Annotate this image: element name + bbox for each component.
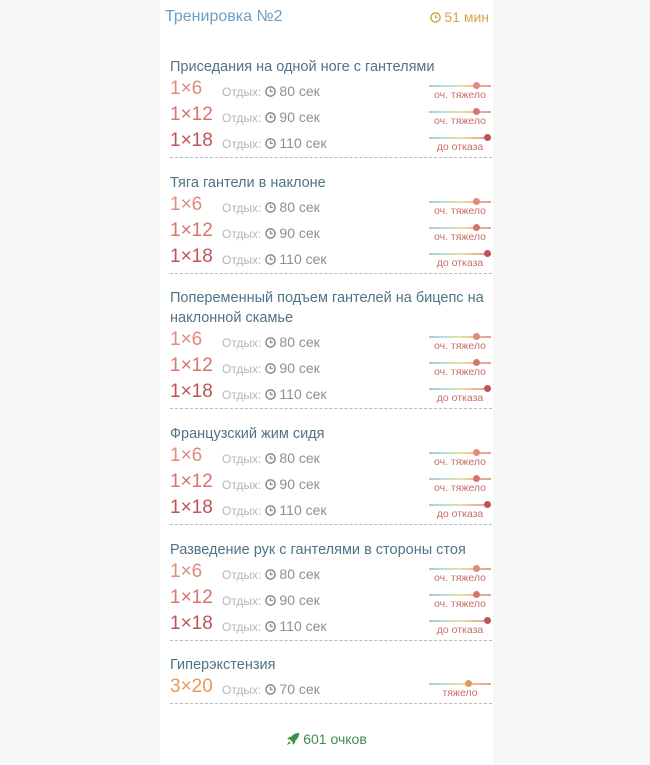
effort-bar [429, 253, 491, 255]
set-reps: 1×12 [170, 220, 213, 241]
clock-icon [265, 86, 276, 97]
rest-value: 110 сек [279, 386, 327, 402]
workout-duration-value: 51 мин [444, 9, 489, 25]
set-row [170, 560, 490, 586]
workout-header [160, 8, 493, 32]
effort-indicator [429, 680, 491, 700]
rest-info [222, 566, 320, 582]
effort-dot [473, 108, 480, 115]
effort-indicator [429, 501, 491, 521]
rest-label: Отдых: [222, 201, 262, 215]
rest-label: Отдых: [222, 594, 262, 608]
exercise-divider [170, 640, 492, 641]
exercise-block[interactable] [170, 57, 490, 158]
effort-label: оч. тяжело [433, 598, 486, 610]
effort-indicator [429, 82, 491, 102]
clock-icon [265, 202, 276, 213]
effort-indicator [429, 198, 491, 218]
rest-value: 90 сек [279, 592, 320, 608]
effort-label: до отказа [436, 624, 484, 636]
exercise-divider [170, 524, 492, 525]
rest-value: 90 сек [279, 109, 320, 125]
effort-indicator [429, 449, 491, 469]
exercise-name[interactable]: Французский жим сидя [170, 426, 325, 442]
exercise-name[interactable]: Разведение рук с гантелями в стороны стоя [170, 542, 466, 558]
exercise-divider [170, 408, 492, 409]
set-reps: 1×18 [170, 613, 213, 634]
effort-indicator [429, 134, 491, 154]
clock-icon [265, 228, 276, 239]
effort-bar [429, 504, 491, 506]
set-row [170, 675, 490, 701]
effort-label: до отказа [436, 141, 484, 153]
effort-indicator [429, 591, 491, 611]
effort-dot [465, 680, 472, 687]
clock-icon [265, 621, 276, 632]
effort-label: оч. тяжело [433, 231, 486, 243]
set-row [170, 586, 490, 612]
set-row [170, 103, 490, 129]
rest-info [222, 225, 320, 241]
rest-label: Отдых: [222, 620, 262, 634]
set-row [170, 612, 490, 638]
rest-info [222, 251, 327, 267]
effort-bar [429, 388, 491, 390]
rest-label: Отдых: [222, 452, 262, 466]
set-reps: 1×12 [170, 355, 213, 376]
clock-icon [265, 337, 276, 348]
rest-value: 70 сек [279, 681, 320, 697]
rest-info [222, 618, 327, 634]
rest-value: 110 сек [279, 135, 327, 151]
set-reps: 1×12 [170, 471, 213, 492]
effort-bar [429, 568, 491, 570]
effort-dot [473, 475, 480, 482]
exercise-block[interactable] [170, 173, 490, 274]
rest-info [222, 450, 320, 466]
clock-icon [265, 569, 276, 580]
effort-dot [484, 250, 491, 257]
exercise-divider [170, 157, 492, 158]
points-value: 601 очков [303, 731, 367, 747]
exercise-block[interactable] [170, 655, 490, 704]
effort-dot [473, 591, 480, 598]
rest-info [222, 476, 320, 492]
set-reps: 1×12 [170, 104, 213, 125]
effort-dot [484, 617, 491, 624]
rest-label: Отдых: [222, 111, 262, 125]
effort-bar [429, 111, 491, 113]
effort-label: оч. тяжело [433, 115, 486, 127]
effort-label: до отказа [436, 392, 484, 404]
effort-bar [429, 336, 491, 338]
rest-info [222, 199, 320, 215]
set-row [170, 129, 490, 155]
rest-info [222, 681, 320, 697]
exercise-block[interactable] [170, 424, 490, 525]
rest-info [222, 83, 320, 99]
rest-label: Отдых: [222, 504, 262, 518]
set-reps: 1×18 [170, 246, 213, 267]
exercise-block[interactable] [170, 540, 490, 641]
set-row [170, 77, 490, 103]
effort-bar [429, 683, 491, 685]
effort-label: оч. тяжело [433, 456, 486, 468]
rest-value: 110 сек [279, 251, 327, 267]
workout-title: Тренировка №2 [165, 8, 283, 25]
rest-value: 110 сек [279, 618, 327, 634]
exercise-divider [170, 703, 492, 704]
rocket-icon [286, 732, 300, 746]
rest-label: Отдых: [222, 683, 262, 697]
exercise-name[interactable]: Попеременный подъем гантелей на бицепс на наклонной скамье [170, 290, 484, 326]
effort-dot [473, 449, 480, 456]
effort-label: оч. тяжело [433, 340, 486, 352]
set-reps: 1×6 [170, 561, 203, 582]
clock-icon [265, 479, 276, 490]
effort-indicator [429, 224, 491, 244]
effort-bar [429, 594, 491, 596]
effort-indicator [429, 359, 491, 379]
effort-label: до отказа [436, 508, 484, 520]
set-reps: 3×20 [170, 676, 213, 697]
effort-dot [484, 134, 491, 141]
effort-bar [429, 227, 491, 229]
rest-info [222, 592, 320, 608]
effort-indicator [429, 385, 491, 405]
set-row [170, 328, 490, 354]
effort-bar [429, 137, 491, 139]
rest-value: 90 сек [279, 360, 320, 376]
rest-label: Отдых: [222, 227, 262, 241]
clock-icon [265, 112, 276, 123]
rest-value: 110 сек [279, 502, 327, 518]
set-reps: 1×18 [170, 381, 213, 402]
set-row [170, 470, 490, 496]
exercise-divider [170, 273, 492, 274]
rest-value: 80 сек [279, 199, 320, 215]
rest-value: 90 сек [279, 476, 320, 492]
exercise-name[interactable]: Гиперэкстензия [170, 657, 276, 673]
rest-value: 80 сек [279, 83, 320, 99]
effort-label: оч. тяжело [433, 482, 486, 494]
effort-indicator [429, 333, 491, 353]
effort-label: тяжело [442, 687, 478, 699]
effort-indicator [429, 565, 491, 585]
effort-bar [429, 478, 491, 480]
effort-indicator [429, 475, 491, 495]
clock-icon [265, 453, 276, 464]
exercise-name[interactable]: Приседания на одной ноге с гантелями [170, 59, 435, 75]
effort-label: оч. тяжело [433, 89, 486, 101]
clock-icon [265, 138, 276, 149]
clock-icon [265, 595, 276, 606]
effort-bar [429, 201, 491, 203]
set-row [170, 193, 490, 219]
set-reps: 1×12 [170, 587, 213, 608]
effort-label: оч. тяжело [433, 366, 486, 378]
workout-duration [430, 9, 489, 25]
effort-bar [429, 452, 491, 454]
effort-label: оч. тяжело [433, 205, 486, 217]
rest-info [222, 334, 320, 350]
set-row [170, 380, 490, 406]
set-row [170, 219, 490, 245]
set-row [170, 354, 490, 380]
rest-label: Отдых: [222, 253, 262, 267]
rest-label: Отдых: [222, 336, 262, 350]
effort-indicator [429, 250, 491, 270]
clock-icon [265, 363, 276, 374]
effort-dot [484, 501, 491, 508]
clock-icon [430, 12, 441, 23]
rest-label: Отдых: [222, 568, 262, 582]
effort-bar [429, 85, 491, 87]
rest-info [222, 135, 327, 151]
effort-bar [429, 362, 491, 364]
set-row [170, 444, 490, 470]
effort-dot [473, 198, 480, 205]
rest-label: Отдых: [222, 85, 262, 99]
effort-bar [429, 620, 491, 622]
rest-info [222, 109, 320, 125]
effort-dot [484, 385, 491, 392]
effort-label: до отказа [436, 257, 484, 269]
rest-value: 80 сек [279, 334, 320, 350]
exercise-block[interactable] [170, 288, 490, 409]
rest-label: Отдых: [222, 362, 262, 376]
set-reps: 1×6 [170, 445, 203, 466]
clock-icon [265, 684, 276, 695]
set-row [170, 496, 490, 522]
rest-info [222, 386, 327, 402]
effort-indicator [429, 617, 491, 637]
set-reps: 1×18 [170, 130, 213, 151]
clock-icon [265, 505, 276, 516]
points-footer [160, 731, 493, 747]
effort-dot [473, 333, 480, 340]
rest-value: 80 сек [279, 450, 320, 466]
clock-icon [265, 389, 276, 400]
set-reps: 1×6 [170, 78, 203, 99]
rest-info [222, 502, 327, 518]
effort-dot [473, 359, 480, 366]
rest-label: Отдых: [222, 478, 262, 492]
set-reps: 1×6 [170, 194, 203, 215]
set-reps: 1×18 [170, 497, 213, 518]
clock-icon [265, 254, 276, 265]
exercise-name[interactable]: Тяга гантели в наклоне [170, 175, 326, 191]
effort-indicator [429, 108, 491, 128]
rest-label: Отдых: [222, 137, 262, 151]
rest-label: Отдых: [222, 388, 262, 402]
rest-value: 90 сек [279, 225, 320, 241]
effort-dot [473, 82, 480, 89]
rest-info [222, 360, 320, 376]
effort-label: оч. тяжело [433, 572, 486, 584]
set-reps: 1×6 [170, 329, 203, 350]
workout-card [160, 0, 493, 765]
effort-dot [473, 224, 480, 231]
set-row [170, 245, 490, 271]
rest-value: 80 сек [279, 566, 320, 582]
effort-dot [473, 565, 480, 572]
